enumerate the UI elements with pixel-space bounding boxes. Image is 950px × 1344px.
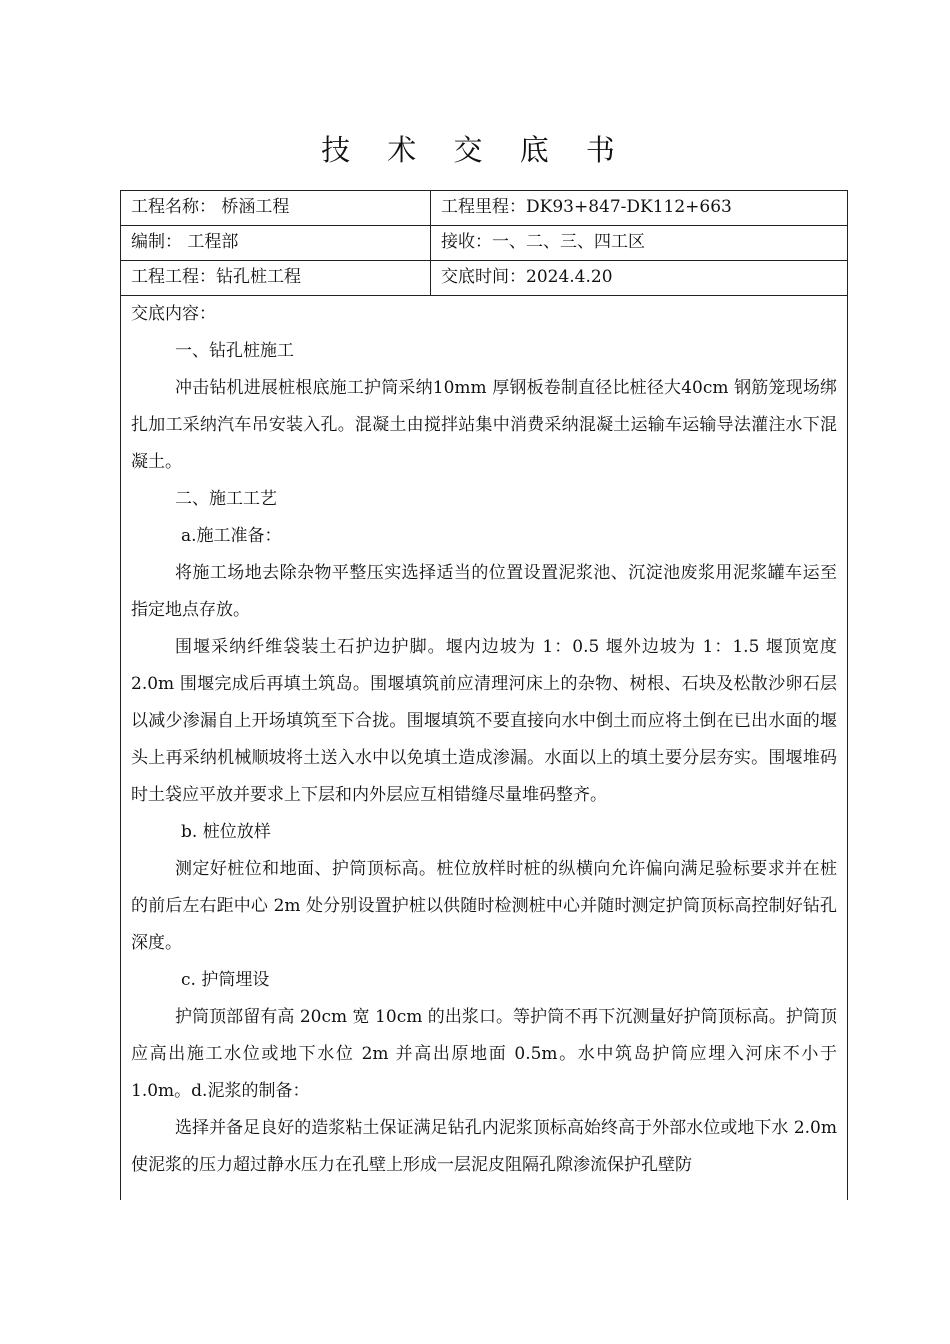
subsection-c-paragraph: 护筒顶部留有高 20cm 宽 10cm 的出浆口。等护筒不再下沉测量好护筒顶标高。护筒顶应高出施工水位或地下水位 2m 并高出原地面 0.5m。水中筑岛护筒应埋入河床不小于 1.0m。d.泥浆的制备：	[131, 1007, 837, 1101]
subsection-c-heading: c. 护筒埋设	[181, 970, 270, 990]
subsection-a-paragraph-2: 围堰采纳纤维袋装土石护边护脚。堰内边坡为 1：0.5 堰外边坡为 1：1.5 堰顶宽度 2.0m 围堰完成后再填土筑岛。围堰填筑前应清理河床上的杂物、树根、石块及松散沙卵石层以减少渗漏自上开场填筑至下合拢。围堰填筑不要直接向水中倒土而应将土倒在已出水面的堰头上再采纳机械顺坡将土送入水中以免填土造成渗漏。水面以上的填土要分层夯实。围堰堆码时土袋应平放并要求上下层和内外层应互相错缝尽量堆码整齐。	[131, 637, 837, 805]
subsection-a-heading: a.施工准备：	[181, 526, 282, 546]
mileage-cell: 工程里程：DK93+847-DK112+663	[441, 197, 732, 217]
document-title: 技 术 交 底 书	[321, 133, 629, 167]
work-item-cell: 工程工程：钻孔桩工程	[121, 261, 431, 295]
date-cell: 交底时间：2024.4.20	[441, 267, 613, 287]
subsection-a-paragraph-1: 将施工场地去除杂物平整压实选择适当的位置设置泥浆池、沉淀池废浆用泥浆罐车运至指定地点存放。	[131, 563, 837, 620]
disclosure-table	[120, 190, 848, 1200]
project-name-cell: 工程名称： 桥涵工程	[121, 191, 431, 225]
subsection-d-paragraph: 选择并备足良好的造浆粘土保证满足钻孔内泥浆顶标高始终高于外部水位或地下水 2.0m 使泥浆的压力超过静水压力在孔壁上形成一层泥皮阻隔孔隙渗流保护孔壁防	[131, 1118, 837, 1175]
section-1-heading: 一、钻孔桩施工	[175, 341, 294, 361]
header-row-2	[121, 226, 847, 261]
content-label: 交底内容：	[131, 304, 216, 324]
subsection-b-heading: b. 桩位放样	[181, 822, 271, 842]
subsection-b-paragraph: 测定好桩位和地面、护筒顶标高。桩位放样时桩的纵横向允许偏向满足验标要求并在桩的前后左右距中心 2m 处分别设置护桩以供随时检测桩中心并随时测定护筒顶标高控制好钻孔深度。	[131, 859, 837, 953]
prepared-by-cell: 编制： 工程部	[121, 226, 431, 260]
header-row-1	[121, 191, 847, 226]
section-2-heading: 二、施工工艺	[175, 489, 277, 509]
section-1-paragraph: 冲击钻机进展桩根底施工护筒采纳10mm 厚钢板卷制直径比桩径大40cm 钢筋笼现场绑扎加工采纳汽车吊安装入孔。混凝土由搅拌站集中消费采纳混凝土运输车运输导法灌注水下混凝土。	[131, 378, 837, 472]
header-row-3	[121, 261, 847, 296]
received-by-cell: 接收：一、二、三、四工区	[441, 232, 645, 252]
content-body	[121, 296, 847, 1184]
